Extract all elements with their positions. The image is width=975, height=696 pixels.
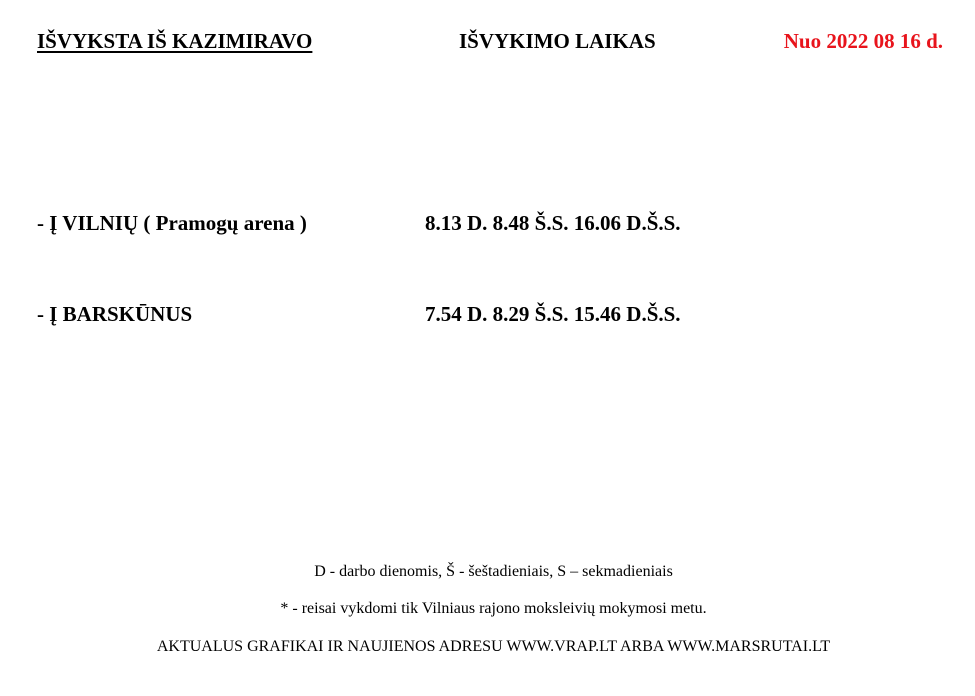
departure-time-title: IŠVYKIMO LAIKAS bbox=[459, 29, 656, 53]
departure-from-title: IŠVYKSTA IŠ KAZIMIRAVO bbox=[37, 29, 313, 53]
asterisk-note: * - reisai vykdomi tik Vilniaus rajono moksleivių mokymosi metu. bbox=[280, 600, 707, 617]
day-legend-note: D - darbo dienomis, Š - šeštadieniais, S – sekmadieniais bbox=[314, 563, 673, 580]
route-times: 7.54 D. 8.29 Š.S. 15.46 D.Š.S. bbox=[425, 302, 681, 326]
website-note: AKTUALUS GRAFIKAI IR NAUJIENOS ADRESU WWW.VRAP.LT ARBA WWW.MARSRUTAI.LT bbox=[156, 638, 831, 655]
route-destination: - Į VILNIŲ ( Pramogų arena ) bbox=[37, 211, 307, 235]
route-times: 8.13 D. 8.48 Š.S. 16.06 D.Š.S. bbox=[425, 211, 681, 235]
route-destination: - Į BARSKŪNUS bbox=[37, 302, 193, 326]
valid-from-date: Nuo 2022 08 16 d. bbox=[783, 29, 943, 53]
